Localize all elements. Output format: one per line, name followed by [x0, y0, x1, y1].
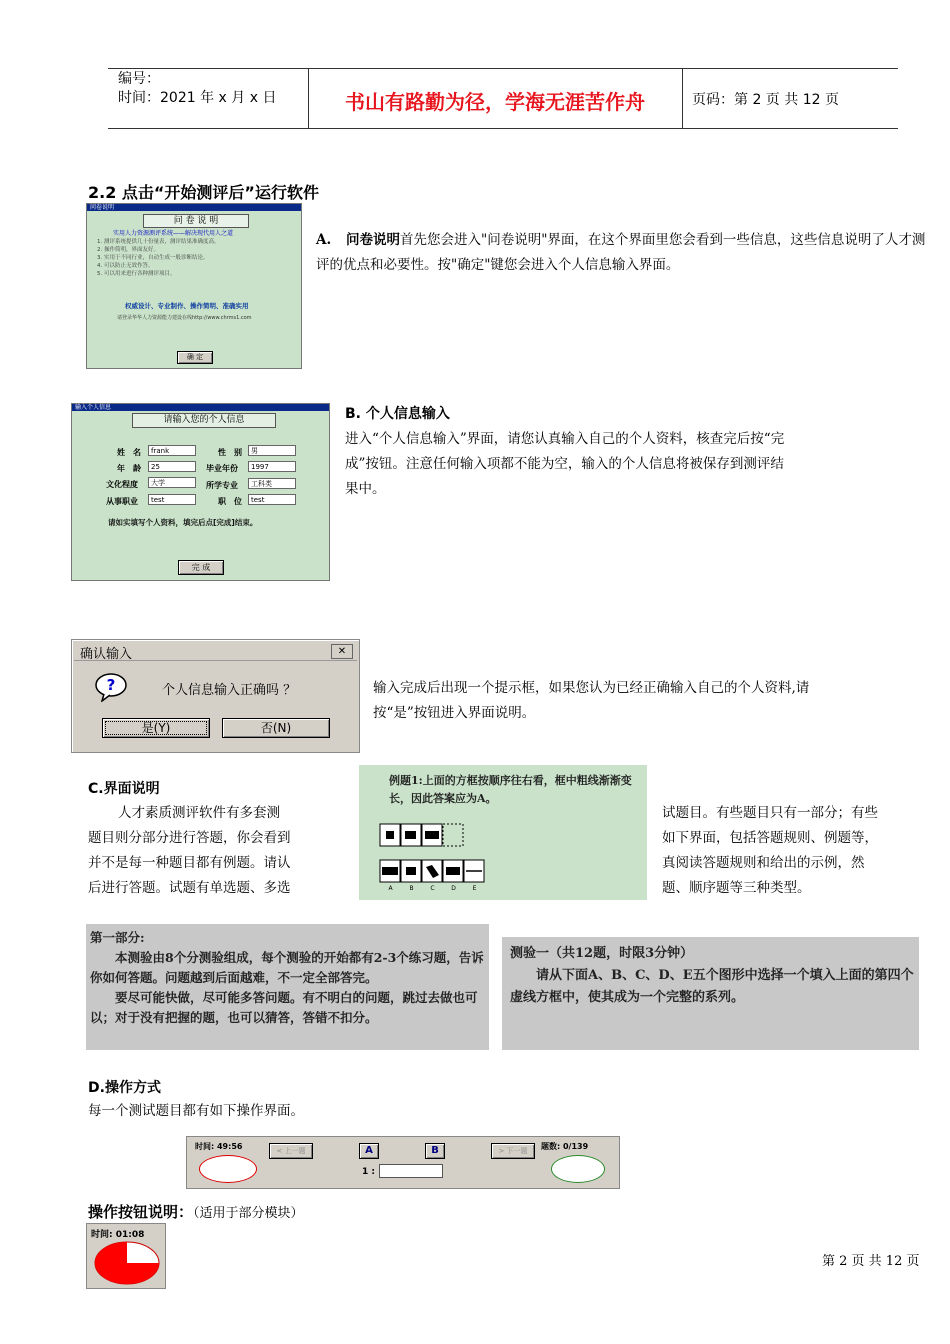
answer-a-button[interactable]: A: [359, 1143, 379, 1159]
field-label-grad-year: 毕业年份: [206, 464, 238, 473]
part-one-text: 第一部分: 本测验由8个分测验组成，每个测验的开始都有2-3个练习题，告诉你如何答题。问题越到后面越难，不一定全部答完。 要尽可能快做，尽可能多答问题。有不明白的问题，跳过去做也可以；对于没有把握的题，也可以猜答，答错不扣分。: [90, 930, 484, 1025]
name-field[interactable]: frank: [148, 445, 196, 456]
questionnaire-line: 5. 可以用来进行各种测评项目。: [97, 271, 176, 277]
timer-oval: [199, 1155, 257, 1183]
buttons-section-heading: [88, 1201, 304, 1222]
field-label-gender: 性 别: [218, 448, 242, 457]
section-c-left-text: [88, 801, 346, 901]
confirm-titlebar: [74, 642, 357, 661]
personal-info-screenshot: [71, 403, 330, 581]
questionnaire-line: 1. 测评系统提供几十份量表，测评结果准确度高。: [97, 239, 220, 245]
personal-info-window-title: 输入个人信息: [72, 404, 329, 411]
header-divider-2: [682, 68, 683, 128]
major-select[interactable]: 工科类: [248, 478, 296, 489]
questionnaire-line: 4. 可以防止无效作答。: [97, 263, 154, 269]
no-button[interactable]: 否(N): [222, 718, 330, 738]
question-count: 题数: 0/139: [541, 1142, 589, 1151]
yes-button[interactable]: 是(Y): [102, 718, 210, 738]
operation-bar: [186, 1136, 620, 1189]
example-screenshot: [359, 765, 647, 900]
questionnaire-window-title: 问卷说明: [87, 204, 301, 211]
option-letter: A: [388, 885, 393, 892]
close-icon[interactable]: ✕: [331, 644, 353, 659]
section-b-title: B. 个人信息输入: [345, 406, 450, 422]
field-label-education: 文化程度: [106, 480, 138, 489]
timer-widget: [86, 1223, 166, 1289]
question-icon: [94, 672, 128, 698]
bar-time: 时间: 49:56: [195, 1142, 243, 1151]
personal-info-note: 请如实填写个人资料，填完后点[完成]结束。: [108, 518, 258, 527]
section-c-left-line: 人才素质测评软件有多套测: [118, 805, 280, 821]
header-motto: 书山有路勤为径，学海无涯苦作舟: [345, 90, 645, 114]
option-letter: C: [430, 885, 435, 892]
done-button[interactable]: 完 成: [178, 560, 224, 575]
option-letter: B: [409, 885, 414, 892]
header-meta: [118, 70, 276, 108]
grad-year-stepper[interactable]: 1997: [248, 461, 296, 472]
section-c-left-line: 并不是每一种题目都有例题。请认: [88, 855, 291, 871]
age-stepper[interactable]: 25: [148, 461, 196, 472]
answer-b-button[interactable]: B: [425, 1143, 445, 1159]
section-c-left-line: 题目则分部分进行答题，你会看到: [88, 830, 291, 846]
section-c-right-line: 真阅读答题规则和给出的示例，然: [662, 855, 865, 871]
svg-text:?: ?: [106, 676, 116, 694]
header-rule-top: [108, 68, 898, 69]
footer-page-number: 第 2 页 共 12 页: [822, 1254, 920, 1269]
personal-info-heading: 请输入您的个人信息: [132, 413, 276, 428]
next-button[interactable]: > 下一题: [491, 1143, 535, 1159]
section-c-right-line: 题、顺序题等三种类型。: [662, 880, 811, 896]
questionnaire-heading: 问 卷 说 明: [143, 214, 249, 228]
questionnaire-subheading: 实用人力资源测评系统——解决现代用人之道: [113, 230, 234, 237]
position-field[interactable]: test: [248, 494, 296, 505]
field-label-position: 职 位: [218, 497, 242, 506]
field-label-major: 所学专业: [206, 481, 238, 490]
option-letter: E: [472, 885, 477, 892]
section-d-body: 每一个测试题目都有如下操作界面。: [88, 1103, 304, 1119]
buttons-section-note: （适用于部分模块）: [193, 1206, 304, 1221]
example-question-figures: [379, 823, 499, 851]
section-c-right-line: 如下界面，包括答题规则、例题等，: [662, 830, 878, 846]
section-c-title: C.界面说明: [88, 781, 160, 797]
questionnaire-lines: [97, 238, 297, 278]
section-a-marker: A.: [316, 232, 332, 248]
answer-input[interactable]: [379, 1164, 443, 1178]
section-c-left-line: 后进行答题。试题有单选题、多选: [88, 880, 291, 896]
questionnaire-line: 2. 操作简明，界面友好。: [97, 247, 159, 253]
timer-label: 时间: 01:08: [91, 1230, 145, 1240]
confirm-description: 输入完成后出现一个提示框，如果您认为已经正确输入自己的个人资料,请按“是”按钮进入界面说明。: [373, 680, 810, 721]
questionnaire-slogan: 权威设计、专业制作、操作简明、准确实用: [125, 302, 249, 310]
example-answer-figures: [379, 859, 489, 887]
buttons-section-title: 操作按钮说明：: [88, 1203, 194, 1221]
section-d-title: D.操作方式: [88, 1080, 161, 1096]
section-a-lead: 问卷说明: [346, 232, 400, 248]
gender-select[interactable]: 男: [248, 445, 296, 456]
section-a-body: 首先您会进入"问卷说明"界面，在这个界面里您会看到一些信息，这些信息说明了人才测评的优点和必要性。按"确定"键您会进入个人信息输入界面。: [316, 232, 926, 273]
test-one-screenshot: [502, 937, 919, 1050]
timer-pie: [94, 1241, 160, 1289]
test-one-text: 测验一（共12题，时限3分钟） 请从下面A、B、C、D、E五个图形中选择一个填入上面的第四个虚线方框中，使其成为一个完整的系列。: [510, 946, 914, 1005]
option-letter: D: [451, 885, 456, 892]
field-label-occupation: 从事职业: [106, 497, 138, 506]
field-label-name: 姓 名: [117, 448, 141, 457]
education-select[interactable]: 大学: [148, 477, 196, 488]
header-rule-bottom: [108, 128, 898, 129]
option-letters: [380, 885, 486, 892]
confirm-title: 确认输入: [80, 647, 133, 662]
answer-input-label: 1 :: [362, 1167, 375, 1177]
section-c-right-text: [662, 801, 924, 901]
confirm-dialog: [71, 639, 360, 753]
progress-oval: [551, 1155, 605, 1183]
questionnaire-line: 3. 实用于不同行业，自动生成一般诊断结论。: [97, 255, 209, 261]
questionnaire-url: 请登录华华人力资源能力建设在线http://www.chrms1.com: [117, 315, 252, 321]
field-label-age: 年 龄: [117, 464, 141, 473]
header-page-number: 页码：第 2 页 共 12 页: [692, 92, 839, 108]
example-text: 例题1:上面的方框按顺序往右看，框中粗线渐渐变长，因此答案应为A。: [389, 774, 632, 805]
questionnaire-screenshot: [86, 203, 302, 369]
part-one-screenshot: [86, 924, 489, 1050]
occupation-field[interactable]: test: [148, 494, 196, 505]
section-c-right-line: 试题目。有些题目只有一部分；有些: [662, 805, 878, 821]
section-b-body: 进入“个人信息输入”界面，请您认真输入自己的个人资料，核查完后按“完成”按钮。注意任何输入项都不能为空，输入的个人信息将被保存到测评结果中。: [345, 431, 785, 497]
questionnaire-ok-button[interactable]: 确 定: [177, 351, 213, 364]
header-number: 编号：: [118, 71, 160, 87]
confirm-message: 个人信息输入正确吗 ？: [162, 683, 297, 698]
section-title: 2.2 点击“开始测评后”运行软件: [88, 183, 319, 202]
section-a-text: [316, 228, 926, 278]
header-time: 时间：2021 年 x 月 x 日: [118, 90, 277, 106]
prev-button[interactable]: < 上一题: [269, 1143, 313, 1159]
